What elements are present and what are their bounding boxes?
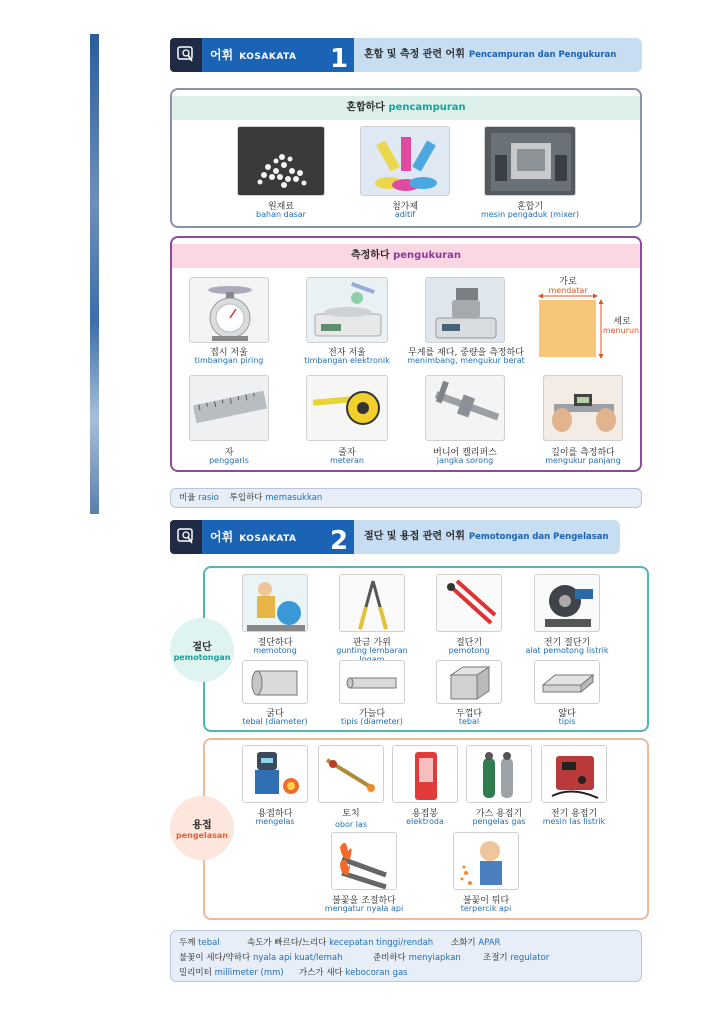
flame-adjust-label: 불꽃을 조절하다 [332, 896, 396, 906]
thick-block-translation: tebal [458, 717, 480, 726]
gas-welder-translation: pengelas gas [472, 817, 526, 826]
electric-welder-label: 전기 용접기 [550, 809, 598, 819]
extra-vocab-strip-2 [170, 930, 642, 982]
electronic-scale-image [306, 277, 388, 343]
horizontal-label: 가로 [559, 277, 577, 287]
additive-label: 첨가제 [391, 202, 419, 212]
vocab-label: 어휘 KOSAKATA [202, 38, 324, 72]
vocabulary-icon [170, 520, 202, 554]
flame-adjust-translation: mengatur nyala api [324, 904, 404, 913]
cutter-label: 절단기 [455, 638, 483, 648]
mixing-heading: 혼합하다 pencampuran [172, 96, 640, 120]
electric-cutter-translation: alat pemotong listrik [525, 646, 609, 655]
electrode-label: 용접봉 [411, 809, 439, 819]
ruler-label: 자 [224, 448, 234, 458]
electric-welder-image [541, 745, 607, 803]
cutting-worker-image [242, 574, 308, 632]
gas-welder-label: 가스 용접기 [475, 809, 523, 819]
section-number: 2 [329, 526, 349, 556]
cutter-translation: pemotong [448, 646, 490, 655]
flame-adjust-image [331, 832, 397, 890]
sheet-metal-shears-translation: gunting lembaran [336, 646, 408, 655]
dish-scale-translation: timbangan piring [194, 356, 264, 365]
torch-image [318, 745, 384, 803]
gas-welder-image [466, 745, 532, 803]
spark-translation: terpercik api [460, 904, 512, 913]
additive-translation: aditif [394, 210, 416, 219]
vertical-label: 세로 [613, 317, 631, 327]
extra-vocab-strip-1: 비율 rasio 투입하다 memasukkan [170, 488, 642, 508]
vocabulary-icon [170, 38, 202, 72]
weld-label: 용접하다 [257, 809, 293, 819]
thick-block-label: 두껍다 [455, 709, 483, 719]
ruler-image [189, 375, 269, 441]
spark-label: 불꽃이 튀다 [462, 896, 510, 906]
cutter-image [436, 574, 502, 632]
measuring-length-translation: mengukur panjang [545, 456, 621, 465]
section-2-header [170, 520, 620, 554]
measuring-length-image [543, 375, 623, 441]
cutting-label-circle: 절단 pemotongan [170, 618, 234, 682]
section-1-header [170, 38, 642, 72]
welding-label-circle: 용접 pengelasan [170, 796, 234, 860]
horizontal-translation: mendatar [548, 286, 588, 295]
mixer-label: 혼합기 [516, 202, 544, 212]
strip-row-2: 불꽃이 세다/약하다 nyala api kuat/lemah 준비하다 menyiapkan 조절기 regulator [179, 953, 550, 963]
decorative-side-strip [90, 34, 99, 514]
vertical-translation: menurun [602, 326, 640, 335]
electronic-scale-translation: timbangan elektronik [304, 356, 390, 365]
mixer-translation: mesin pengaduk (mixer) [480, 210, 580, 219]
weighing-label: 무게를 재다, 중량을 측정하다 [408, 348, 524, 358]
section-number: 1 [329, 44, 349, 74]
thick-label: 굵다 [266, 709, 284, 719]
cut-label: 절단하다 [257, 638, 293, 648]
thick-block-image [436, 660, 502, 704]
weld-translation: mengelas [255, 817, 295, 826]
strip-row-3: 밀리미터 millimeter (mm) 가스가 새다 kebocoran gas [179, 968, 408, 978]
ruler-translation: penggaris [209, 456, 249, 465]
thin-plate-label: 얇다 [558, 709, 576, 719]
thick-translation: tebal (diameter) [242, 717, 308, 726]
thin-translation: tipis (diameter) [341, 717, 403, 726]
vernier-caliper-translation: jangka sorong [436, 456, 494, 465]
raw-material-translation: bahan dasar [256, 210, 306, 219]
measuring-heading: 측정하다 pengukuran [172, 244, 640, 268]
raw-material-label: 원재료 [267, 202, 295, 212]
raw-material-image [237, 126, 325, 196]
measuring-length-label: 길이를 측정하다 [551, 448, 615, 458]
vernier-caliper-label: 버니어 캘리퍼스 [433, 448, 497, 458]
strip-row-1: 두께 tebal 속도가 빠르다/느리다 kecepatan tinggi/rendah 소화기 APAR [179, 938, 501, 948]
cut-translation: memotong [253, 646, 297, 655]
dish-scale-label: 접시 저울 [210, 348, 248, 358]
electric-cutter-image [534, 574, 600, 632]
vocab-label: 어휘 KOSAKATA [202, 520, 324, 554]
spark-image [453, 832, 519, 890]
area-square [539, 300, 596, 357]
weighing-image [425, 277, 505, 343]
welding-worker-image [242, 745, 308, 803]
thin-plate-image [534, 660, 600, 704]
electric-welder-translation: mesin las listrik [542, 817, 606, 826]
section-title: 혼합 및 측정 관련 어휘 Pencampuran dan Pengukuran [354, 38, 642, 72]
dish-scale-image [189, 277, 269, 343]
weighing-translation: menimbang, mengukur berat [407, 356, 525, 365]
vernier-caliper-image [425, 375, 505, 441]
electrode-image [392, 745, 458, 803]
electric-cutter-label: 전기 절단기 [543, 638, 591, 648]
tape-measure-label: 줄자 [338, 448, 356, 458]
mixer-machine-image [484, 126, 576, 196]
torch-label: 토치 [342, 809, 360, 819]
thin-label: 가늘다 [358, 709, 386, 719]
tape-measure-translation: meteran [329, 456, 365, 465]
section-title: 절단 및 용접 관련 어휘 Pemotongan dan Pengelasan [354, 520, 620, 554]
thin-rod-image [339, 660, 405, 704]
electrode-translation: elektroda [406, 817, 444, 826]
torch-translation: obor las [335, 820, 367, 829]
sheet-metal-shears-image [339, 574, 405, 632]
additive-image [360, 126, 450, 196]
electronic-scale-label: 전자 저울 [328, 348, 366, 358]
sheet-metal-shears-label: 판금 가위 [353, 638, 391, 648]
thin-plate-translation: tipis [558, 717, 576, 726]
tape-measure-image [306, 375, 388, 441]
thick-rod-image [242, 660, 308, 704]
